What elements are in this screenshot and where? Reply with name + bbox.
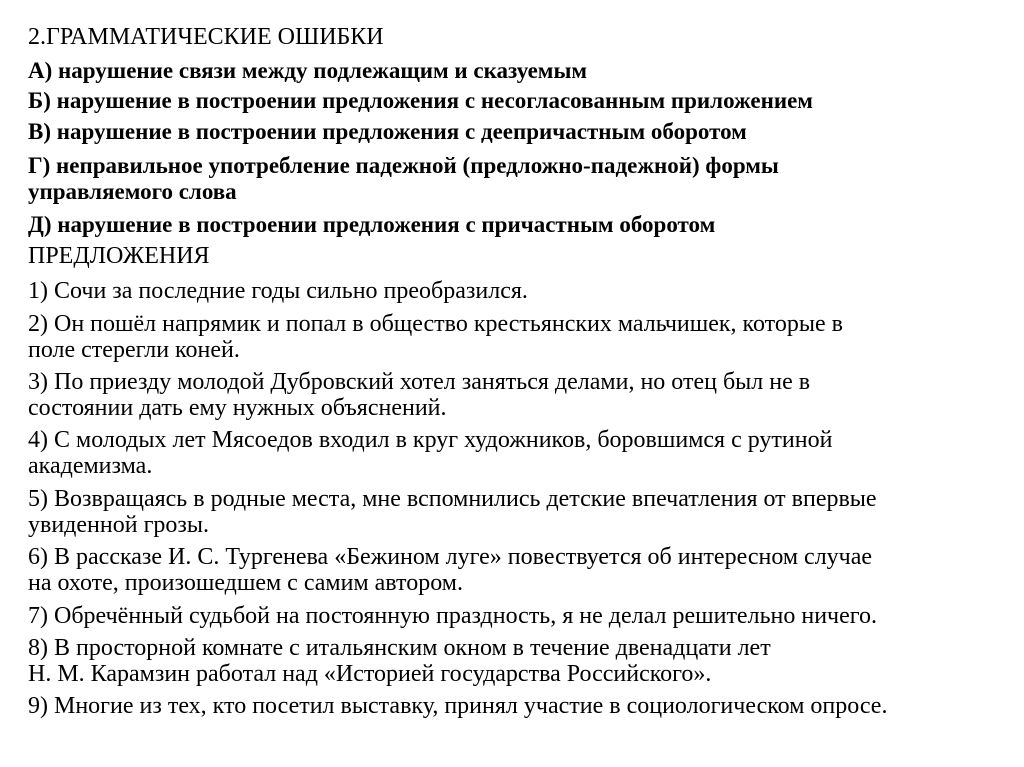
error-item-b <box>28 89 1006 113</box>
sentence-8 <box>28 636 1006 660</box>
sentence-6 <box>28 545 1006 569</box>
sentence-text: С молодых лет Мясоедов входил в круг художников, боровшимся с рутиной <box>54 427 833 453</box>
error-letter: А) <box>28 58 53 83</box>
section-heading-errors: 2.ГРАММАТИЧЕСКИЕ ОШИБКИ <box>28 24 384 50</box>
error-text: нарушение в построении предложения с причастным оборотом <box>57 212 716 237</box>
sentence-text: Обречённый судьбой на постоянную праздность, я не делал решительно ничего. <box>54 603 878 629</box>
error-letter: Д) <box>28 212 52 237</box>
sentence-text: Сочи за последние годы сильно преобразился. <box>54 278 528 304</box>
section-heading-sentences: ПРЕДЛОЖЕНИЯ <box>28 243 210 269</box>
sentence-text: В просторной комнате с итальянским окном в течение двенадцати лет <box>54 635 771 661</box>
sentence-number: 5) <box>28 486 48 512</box>
sentence-text: По приезду молодой Дубровский хотел заняться делами, но отец был не в <box>54 369 811 395</box>
error-item-d <box>28 213 1006 237</box>
sentence-5-cont: увиденной грозы. <box>28 512 210 538</box>
sentence-number: 1) <box>28 278 48 304</box>
sentence-2-cont: поле стерегли коней. <box>28 337 240 363</box>
sentence-9 <box>28 694 1006 718</box>
error-text: нарушение связи между подлежащим и сказуемым <box>58 58 588 83</box>
error-item-v <box>28 120 1006 144</box>
error-item-a <box>28 59 1006 83</box>
sentence-5 <box>28 487 1006 511</box>
sentence-3-cont: состоянии дать ему нужных объяснений. <box>28 395 447 421</box>
sentence-3 <box>28 370 1006 394</box>
sentence-text: Возвращаясь в родные места, мне вспомнились детские впечатления от впервые <box>54 486 877 512</box>
error-letter: В) <box>28 119 51 144</box>
sentence-2 <box>28 312 1006 336</box>
error-item-g-cont: управляемого слова <box>28 179 237 204</box>
error-letter: Б) <box>28 88 51 113</box>
sentence-text: Многие из тех, кто посетил выставку, принял участие в социологическом опросе. <box>54 693 888 719</box>
error-text: неправильное употребление падежной (предложно-падежной) формы <box>56 153 779 178</box>
error-item-g <box>28 154 1006 178</box>
sentence-number: 8) <box>28 635 48 661</box>
sentence-4 <box>28 428 1006 452</box>
sentence-number: 6) <box>28 544 48 570</box>
sentence-8-cont: Н. М. Карамзин работал над «Историей государства Российского». <box>28 661 712 687</box>
sentence-number: 4) <box>28 427 48 453</box>
sentence-text: В рассказе И. С. Тургенева «Бежином луге» повествуется об интересном случае <box>54 544 873 570</box>
sentence-6-cont: на охоте, произошедшем с самим автором. <box>28 570 463 596</box>
error-text: нарушение в построении предложения с деепричастным оборотом <box>56 119 747 144</box>
sentence-7 <box>28 604 1006 628</box>
error-text: нарушение в построении предложения с несогласованным приложением <box>56 88 813 113</box>
sentence-number: 3) <box>28 369 48 395</box>
error-letter: Г) <box>28 153 51 178</box>
sentence-1 <box>28 279 1006 303</box>
sentence-number: 2) <box>28 311 48 337</box>
sentence-text: Он пошёл напрямик и попал в общество крестьянских мальчишек, которые в <box>54 311 843 337</box>
sentence-4-cont: академизма. <box>28 453 153 479</box>
sentence-number: 7) <box>28 603 48 629</box>
sentence-number: 9) <box>28 693 48 719</box>
